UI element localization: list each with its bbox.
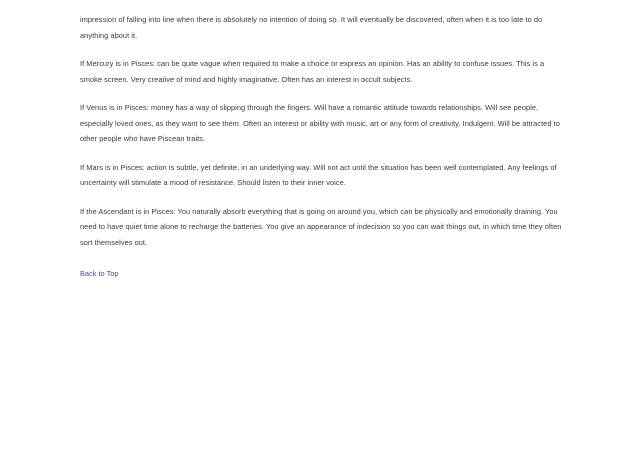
- paragraph-ascendant-in-pisces: If the Ascendant is in Pisces: You naturally absorb everything that is going on around you, which can be physically and emotionally draining. You need to have quiet time alone to recharge the batteries. You give an appearance of indecision so you can wait things out, in which time they often sort themselves out.: [80, 206, 562, 247]
- paragraph-continuation: impression of falling into line when there is absolutely no intention of doing so. It will eventually be discovered, often when it is too late to do anything about it.: [80, 15, 543, 40]
- article-body: [80, 12, 564, 281]
- paragraph-venus-in-pisces: If Venus is in Pisces: money has a way of slipping through the fingers. Will have a romantic attitude towards relationships. Will see people, especially loved ones, as they want to see them. Often an interest or ability with music, art or any form of creativity. Indulgent. Will be attracted to other people who have Piscean traits.: [80, 103, 560, 143]
- paragraph-mars-in-pisces: If Mars is in Pisces: action is subtle, yet definite, in an underlying way. Will not act until the situation has been well contemplated. Any feelings of uncertainty will stimulate a mood of resistance. Should listen to their inner voice.: [80, 162, 557, 187]
- paragraph-mercury-in-pisces: If Mercury is in Pisces: can be quite vague when required to make a choice or express an opinion. Has an ability to confuse issues. This is a smoke screen. Very creative of mind and highly imaginative. Often has an interest in occult subjects.: [80, 59, 545, 84]
- back-to-top-link[interactable]: Back to Top: [80, 269, 119, 278]
